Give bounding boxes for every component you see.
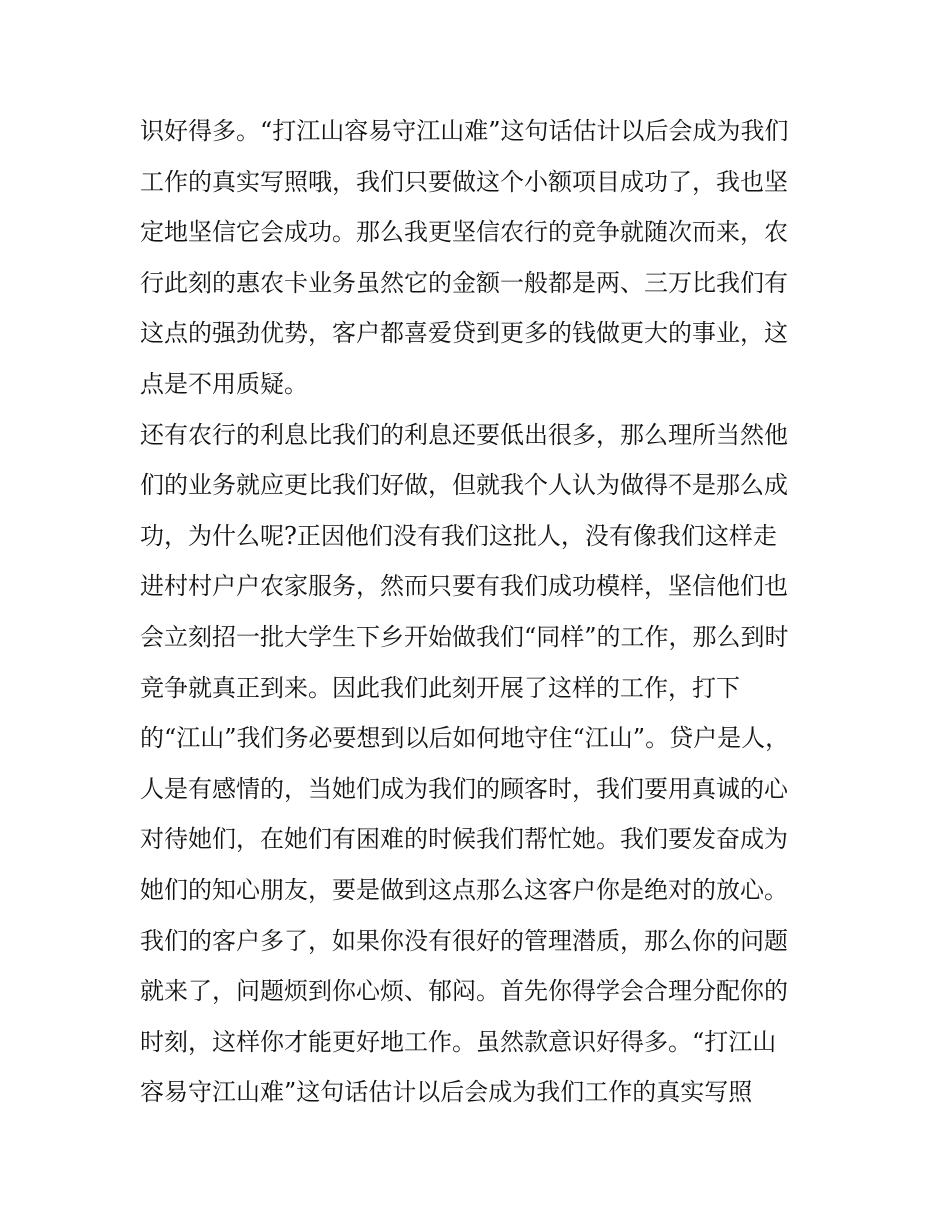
body-text xyxy=(140,106,830,1118)
text-line-13: 的“江山”我们务必要想到以后如何地守住“江山”。贷户是人， xyxy=(140,724,790,753)
text-line-12: 竞争就真正到来。因此我们此刻开展了这样的工作，打下 xyxy=(140,673,740,702)
text-line-9: 功，为什么呢?正因他们没有我们这批人，没有像我们这样走 xyxy=(140,521,777,550)
text-line-18: 就来了，问题烦到你心烦、郁闷。首先你得学会合理分配你的 xyxy=(140,977,788,1006)
text-line-7: 还有农行的利息比我们的利息还要低出很多，那么理所当然他 xyxy=(140,420,788,449)
text-line-15: 对待她们，在她们有困难的时候我们帮忙她。我们要发奋成为 xyxy=(140,825,788,854)
text-line-2: 工作的真实写照哦，我们只要做这个小额项目成功了，我也坚 xyxy=(140,167,788,196)
text-line-8: 们的业务就应更比我们好做，但就我个人认为做得不是那么成 xyxy=(140,471,788,500)
text-line-3: 定地坚信它会成功。那么我更坚信农行的竞争就随次而来，农 xyxy=(140,218,788,247)
text-line-1: 识好得多。“打江山容易守江山难”这句话估计以后会成为我们 xyxy=(140,117,789,145)
text-line-17: 我们的客户多了，如果你没有很好的管理潜质，那么你的问题 xyxy=(140,926,788,955)
text-line-11: 会立刻招一批大学生下乡开始做我们“同样”的工作，那么到时 xyxy=(140,622,789,651)
text-line-19: 时刻，这样你才能更好地工作。虽然款意识好得多。“打江山 xyxy=(140,1027,777,1056)
text-line-14: 人是有感情的，当她们成为我们的顾客时，我们要用真诚的心 xyxy=(140,774,788,803)
text-line-5: 这点的强劲优势，客户都喜爱贷到更多的钱做更大的事业，这 xyxy=(140,319,788,348)
text-line-10: 进村村户户农家服务，然而只要有我们成功模样，坚信他们也 xyxy=(140,572,788,601)
text-line-16: 她们的知心朋友，要是做到这点那么这客户你是绝对的放心。 xyxy=(140,875,788,904)
text-line-4: 行此刻的惠农卡业务虽然它的金额一般都是两、三万比我们有 xyxy=(140,268,788,297)
text-line-6: 点是不用质疑。 xyxy=(140,369,308,398)
text-line-20: 容易守江山难”这句话估计以后会成为我们工作的真实写照 xyxy=(140,1078,753,1107)
